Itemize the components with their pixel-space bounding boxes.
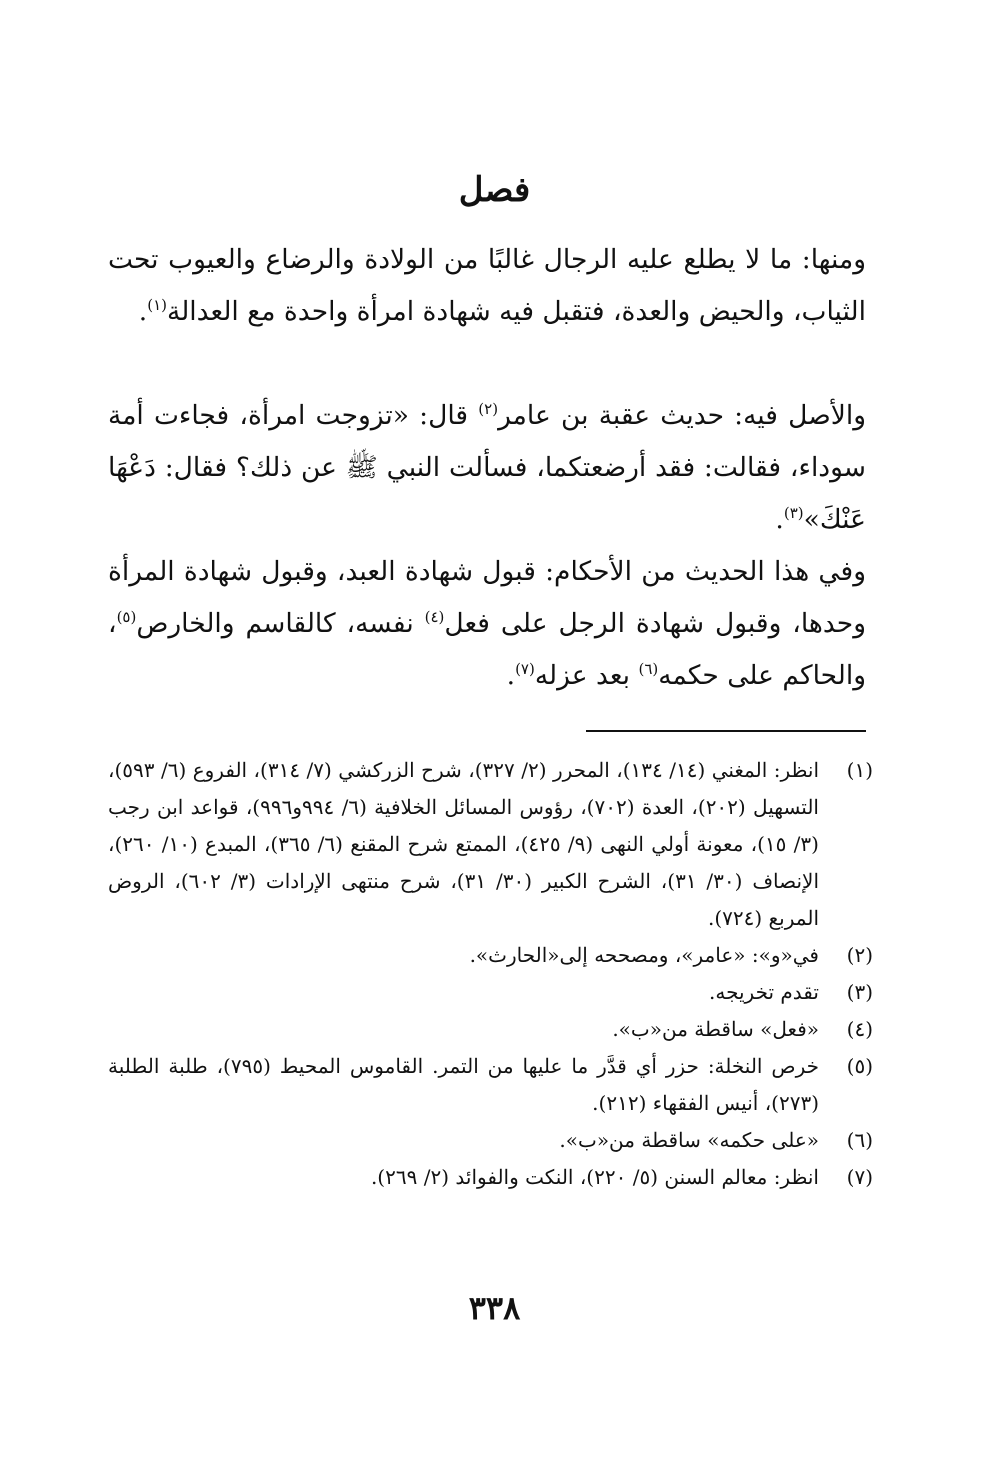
footnote-text: «على حكمه» ساقطة من«ب». [559, 1128, 819, 1152]
footnote-2 [108, 937, 873, 974]
footnote-number: (١) [846, 758, 873, 782]
paragraph-text: وفي هذا الحديث من الأحكام: قبول شهادة العبد، وقبول شهادة المرأة وحدها، وقبول شهادة الرجل على فعل [108, 556, 866, 639]
footnote-ref: (٤) [424, 608, 445, 627]
footnote-4 [108, 1011, 873, 1048]
footnote-5 [108, 1048, 873, 1122]
footnote-7 [108, 1159, 873, 1196]
footnotes-list [108, 752, 873, 1196]
paragraph-2 [108, 390, 866, 546]
paragraph-3 [108, 546, 866, 702]
footnote-number: (٢) [846, 943, 873, 967]
footnote-3 [108, 974, 873, 1011]
footnote-ref: (٥) [116, 608, 137, 627]
paragraph-text: ، والحاكم على حكمه [108, 608, 866, 691]
footnote-ref: (١) [147, 296, 167, 315]
footnote-number: (٧) [846, 1165, 873, 1189]
footnote-6 [108, 1122, 873, 1159]
footnote-number: (٦) [846, 1128, 873, 1152]
paragraph-text: . [138, 296, 148, 327]
paragraph-text: بعد عزله [534, 660, 639, 691]
paragraph-text: ومنها: ما لا يطلع عليه الرجال غالبًا من الولادة والرضاع والعيوب تحت الثياب، والحيض والعدة، فتقبل فيه شهادة امرأة واحدة مع العدالة [108, 244, 866, 327]
footnote-1 [108, 752, 873, 937]
footnote-ref: (٢) [478, 400, 499, 419]
footnote-text: انظر: معالم السنن (٥/ ٢٢٠)، النكت والفوائد (٢/ ٢٦٩). [370, 1165, 819, 1189]
paragraph-text: قال: «تزوجت امرأة، فجاءت أمة سوداء، فقالت: فقد أرضعتكما، فسألت النبي ﷺ عن ذلك؟ فقال: دَعْهَا عَنْكَ» [108, 400, 866, 535]
paragraph-text: . [506, 660, 516, 691]
paragraph-1 [108, 234, 866, 338]
footnote-number: (٥) [846, 1054, 873, 1078]
footnote-text: تقدم تخريجه. [709, 980, 819, 1004]
footnote-text: انظر: المغني (١٤/ ١٣٤)، المحرر (٢/ ٣٢٧)، شرح الزركشي (٧/ ٣١٤)، الفروع (٦/ ٥٩٣)، التسهيل (٢٠٢)، العدة (٧٠٢)، رؤوس المسائل الخلافية (٦/ ٩٩٤و٩٩٦)، قواعد ابن رجب (٣/ ١٥)، معونة أولي النهى (٩/ ٤٢٥)، الممتع شرح المقنع (٦/ ٣٦٥)، المبدع (١٠/ ٢٦٠)، الإنصاف (٣٠/ ٣١)، الشرح الكبير (٣٠/ ٣١)، شرح منتهى الإرادات (٣/ ٦٠٢)، الروض المربع (٧٢٤). [108, 758, 820, 930]
section-heading: فصل [458, 170, 531, 210]
page-number: ٣٣٨ [468, 1289, 521, 1327]
footnote-ref: (٣) [783, 504, 804, 523]
footnote-separator [586, 730, 866, 732]
footnote-text: في«و»: «عامر»، ومصححه إلى«الحارث». [469, 943, 819, 967]
footnote-text: خرص النخلة: حزر أي قدَّر ما عليها من التمر. القاموس المحيط (٧٩٥)، طلبة الطلبة (٢٧٣)، أنيس الفقهاء (٢١٢). [108, 1054, 819, 1115]
footnote-number: (٣) [846, 980, 873, 1004]
footnote-ref: (٧) [515, 660, 535, 679]
paragraph-text: والأصل فيه: حديث عقبة بن عامر [498, 400, 867, 431]
footnote-number: (٤) [846, 1017, 873, 1041]
paragraph-text: . [775, 504, 784, 535]
footnote-text: «فعل» ساقطة من«ب». [612, 1017, 819, 1041]
footnote-ref: (٦) [638, 660, 659, 679]
paragraph-text: نفسه، كالقاسم والخارص [136, 608, 425, 639]
